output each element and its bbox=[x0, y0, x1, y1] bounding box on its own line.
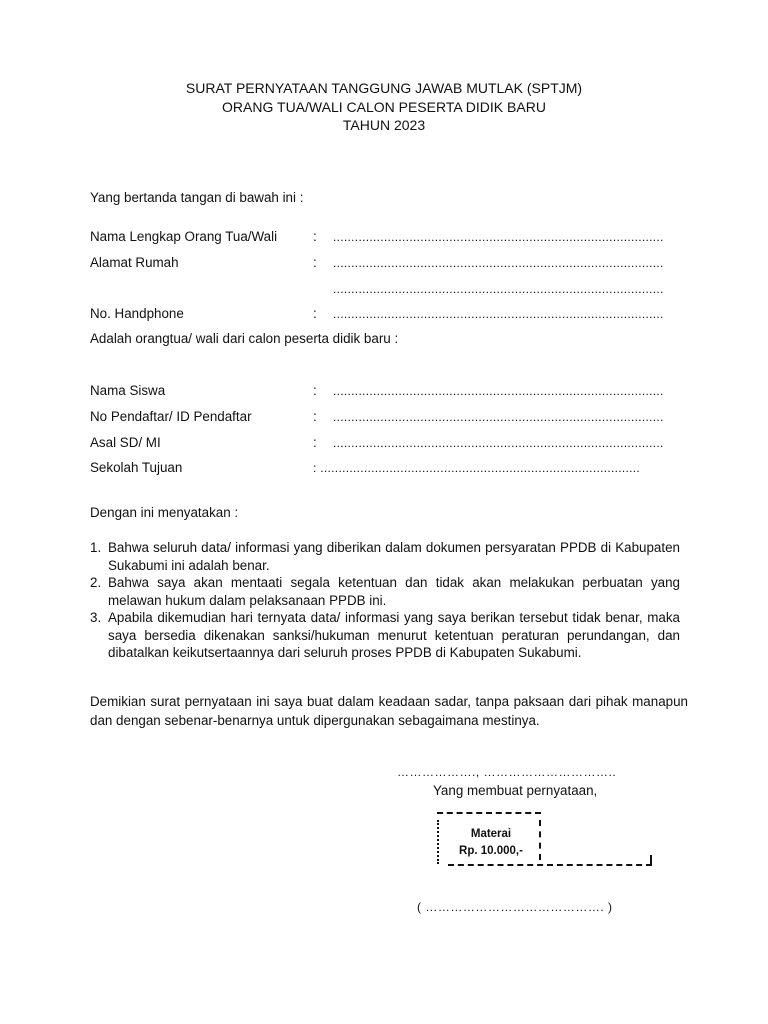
address-label: Alamat Rumah bbox=[90, 255, 179, 270]
title-line-1: SURAT PERNYATAAN TANGGUNG JAWAB MUTLAK (SPTJM) bbox=[185, 80, 583, 96]
stamp-border-tick bbox=[650, 855, 652, 865]
declare-heading: Dengan ini menyatakan : bbox=[90, 505, 239, 520]
parent-of-text: Adalah orangtua/ wali dari calon peserta didik baru : bbox=[90, 331, 399, 346]
stamp-text bbox=[449, 826, 533, 860]
student-name-label: Nama Siswa bbox=[90, 383, 166, 398]
signer-name-field[interactable]: ( ……………………………………. ) bbox=[417, 900, 613, 914]
colon: : bbox=[313, 409, 317, 424]
target-school-label: Sekolah Tujuan bbox=[90, 460, 183, 475]
handphone-field[interactable]: ........................................................................................... bbox=[333, 307, 664, 321]
colon: : bbox=[313, 383, 317, 398]
colon: : bbox=[313, 435, 317, 450]
list-number: 3. bbox=[90, 610, 102, 625]
target-school-field[interactable]: : ........................................................................................ bbox=[313, 461, 641, 475]
document-title bbox=[0, 79, 768, 135]
colon: : bbox=[313, 306, 317, 321]
registrant-id-label: No Pendaftar/ ID Pendaftar bbox=[90, 409, 252, 424]
colon: : bbox=[313, 255, 317, 270]
stamp-border-bottom bbox=[448, 864, 652, 866]
colon: : bbox=[313, 229, 317, 244]
stamp-border-right bbox=[539, 820, 541, 860]
origin-school-label: Asal SD/ MI bbox=[90, 435, 161, 450]
closing-paragraph: Demikian surat pernyataan ini saya buat dalam keadaan sadar, tanpa paksaan dari pihak manapun dan dengan sebenar-benarnya untuk dipergunakan sebagaimana mestinya. bbox=[90, 694, 688, 728]
stamp-duty-box bbox=[437, 812, 541, 864]
origin-school-field[interactable]: ........................................................................................... bbox=[333, 436, 664, 450]
stamp-amount: Rp. 10.000,- bbox=[459, 845, 523, 857]
statement-text: Apabila dikemudian hari ternyata data/ informasi yang saya berikan tersebut tidak benar, maka saya bersedia dikenakan sanksi/hukuman menurut ketentuan peraturan perundangan, dan dibatalkan keikutsertaannya dari seluruh proses PPDB di Kabupaten Sukabumi. bbox=[108, 610, 680, 660]
address-field-line-1[interactable]: ........................................................................................... bbox=[333, 256, 664, 270]
made-by-text: Yang membuat pernyataan, bbox=[433, 783, 598, 798]
statement-list bbox=[90, 539, 680, 662]
parent-name-field[interactable]: ........................................................................................... bbox=[333, 230, 664, 244]
list-number: 1. bbox=[90, 540, 102, 555]
statement-text: Bahwa seluruh data/ informasi yang diberikan dalam dokumen persyaratan PPDB di Kabupaten Sukabumi ini adalah benar. bbox=[108, 540, 680, 573]
address-field-line-2[interactable]: ........................................................................................... bbox=[333, 282, 664, 296]
list-item bbox=[90, 609, 680, 662]
registrant-id-field[interactable]: ........................................................................................... bbox=[333, 410, 664, 424]
list-item bbox=[90, 539, 680, 574]
student-name-field[interactable]: ........................................................................................... bbox=[333, 384, 664, 398]
list-number: 2. bbox=[90, 575, 102, 590]
stamp-border-left bbox=[437, 820, 439, 864]
handphone-label: No. Handphone bbox=[90, 306, 184, 321]
list-item bbox=[90, 574, 680, 609]
parent-name-label: Nama Lengkap Orang Tua/Wali bbox=[90, 229, 278, 244]
place-date-field[interactable]: ………………., ………………………….. bbox=[397, 765, 617, 779]
title-line-3: TAHUN 2023 bbox=[342, 117, 426, 133]
stamp-border-top bbox=[437, 812, 541, 814]
statement-text: Bahwa saya akan mentaati segala ketentuan dan tidak akan melakukan perbuatan yang melawan hukum dalam pelaksanaan PPDB ini. bbox=[108, 575, 680, 608]
stamp-label: Materai bbox=[470, 828, 512, 840]
intro-text: Yang bertanda tangan di bawah ini : bbox=[90, 190, 304, 205]
title-line-2: ORANG TUA/WALI CALON PESERTA DIDIK BARU bbox=[222, 98, 546, 115]
